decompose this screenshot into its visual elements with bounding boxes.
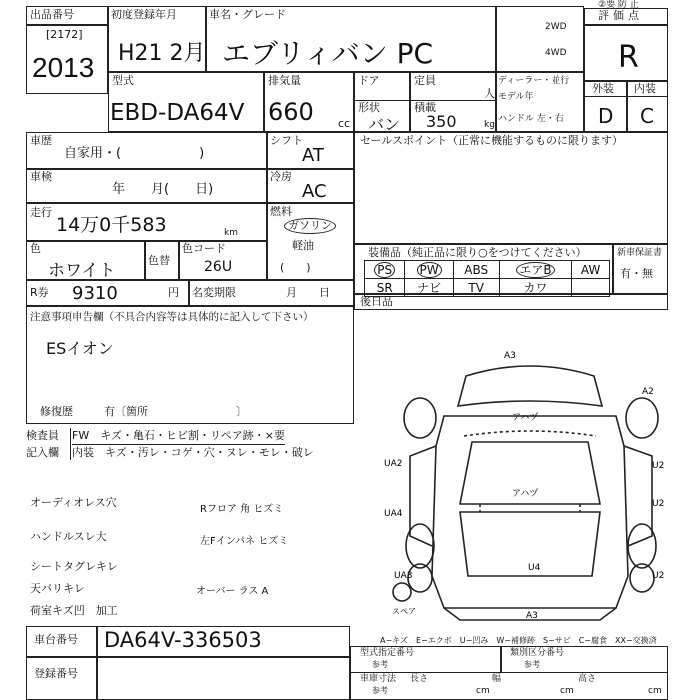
history-label: 車歴 (30, 134, 52, 147)
equipment-table (364, 260, 610, 297)
fuel-paren: ( ) (280, 261, 311, 274)
recycle-value: 9310 (72, 283, 118, 304)
mark-rear-left: UA3 (394, 571, 413, 581)
chassis-value: DA64V-336503 (104, 628, 262, 652)
mark-roof: アハヅ (512, 489, 539, 499)
equip-sr: SR (365, 279, 405, 297)
capacity-unit: 人 (484, 87, 495, 100)
lot-label: 出品番号 (30, 8, 74, 21)
equip-airbag: エアB (499, 261, 572, 279)
mark-spare: スペア (392, 607, 416, 616)
damage-legend: A−キズ E−エクボ U−凹み W−補修跡 S−サビ C−腐食 XX−交換済 (380, 636, 657, 645)
dims-label: 車庫寸法 (360, 674, 397, 684)
equip-aw: AW (572, 261, 610, 279)
ac-value: AC (302, 181, 327, 202)
remark-right-4: オーバー ラス A (196, 586, 269, 597)
equip-navi: ナビ (405, 279, 453, 297)
mark-front-left: A2 (642, 387, 654, 397)
displacement-value: 660 (268, 98, 314, 126)
repair-label: 修復歴 (40, 405, 73, 418)
name-label: 車名・グレード (209, 8, 286, 21)
model-year-label: モデル年 (498, 92, 534, 102)
mark-hood: アハヅ (512, 413, 539, 423)
post-equip-label: 後日品 (360, 295, 393, 308)
remark-right-2: 左Fインパネ ヒズミ (200, 536, 289, 547)
shift-value: AT (302, 145, 324, 166)
name-value: エブリィバン PC (222, 37, 434, 70)
entry-line: 内装 キズ・汚レ・コゲ・穴・ヌレ・モレ・破レ (72, 446, 314, 459)
load-unit: kg (484, 120, 495, 130)
repair-value: 有〔箇所 〕 (104, 405, 247, 418)
remark-5: 荷室キズ凹 加工 (30, 604, 118, 617)
lot-number: [2172] (46, 28, 83, 41)
equip-leather: カワ (499, 279, 572, 297)
displacement-label: 排気量 (268, 74, 301, 87)
post-equip-box (354, 294, 668, 310)
first-reg-value: H21 2月 (118, 41, 206, 66)
capacity-label: 定員 (414, 74, 436, 87)
equip-ps: PS (365, 261, 405, 279)
mark-rear-bottom: A3 (526, 611, 538, 621)
load-value: 350 (426, 112, 457, 131)
mileage-value: 14万0千583 (56, 214, 167, 236)
dims-width: 幅 (492, 674, 502, 684)
reg-label: 登録番号 (34, 667, 78, 680)
mark-rear: U4 (528, 563, 541, 573)
sales-point-box (354, 132, 668, 244)
ext-label: 外装 (592, 82, 614, 95)
displacement-unit: cc (338, 117, 351, 130)
mileage-unit: km (224, 228, 238, 238)
equip-tv: TV (453, 279, 499, 297)
dims-height: 高さ (578, 674, 597, 684)
warranty-value: 有・無 (620, 267, 653, 280)
dealer-label: ディーラー・並行 (498, 76, 570, 86)
eval-value: R (618, 40, 639, 75)
dims-height-unit: cm (648, 686, 662, 696)
dims-width-unit: cm (560, 686, 574, 696)
mark-right2: U2 (652, 499, 665, 509)
color-change-label: 色替 (148, 254, 170, 267)
inspector-line: FW キズ・亀石・ヒビ割・リペア跡・×要 (72, 430, 285, 445)
mark-front: A3 (504, 351, 516, 361)
remark-2: ハンドルスレ大 (30, 530, 107, 543)
int-value: C (640, 104, 654, 128)
fuel-diesel: 軽油 (292, 239, 314, 252)
approval-label: 型式指定番号 (360, 648, 415, 658)
fuel-label: 燃料 (270, 205, 292, 218)
notes-value: ESイオン (46, 339, 114, 358)
inspection-label: 車検 (30, 170, 52, 183)
entry-label: 記入欄 (26, 446, 59, 459)
mark-rear-right: U2 (652, 571, 665, 581)
handle-label: ハンドル 左・右 (498, 114, 564, 124)
model-label: 型式 (112, 74, 134, 87)
equip-abs: ABS (453, 261, 499, 279)
sales-point-label: セールスポイント（正常に機能するものに限ります） (360, 134, 624, 147)
dims-ref: 参考 (372, 686, 388, 695)
remark-1: オーディオレス穴 (30, 496, 117, 509)
category-ref: 参考 (524, 660, 540, 669)
remark-3: シートタグレキレ (30, 560, 118, 573)
first-reg-label: 初度登録年月 (111, 8, 177, 21)
recycle-unit: 円 (168, 286, 179, 299)
ext-value: D (598, 104, 614, 128)
inspector-label: 検査員 (26, 429, 59, 442)
ac-label: 冷房 (270, 170, 292, 183)
color-code-value: 26U (204, 259, 233, 275)
remark-4: 天バリキレ (30, 582, 85, 595)
approval-ref: 参考 (372, 660, 388, 669)
mark-left1: UA2 (384, 459, 403, 469)
load-label: 積載 (414, 101, 436, 114)
shift-label: シフト (270, 134, 303, 147)
int-label: 内装 (634, 82, 656, 95)
dims-length: 長さ (410, 674, 429, 684)
year-value: 2013 (32, 52, 95, 83)
inspection-value: 年 月( 日) (112, 182, 214, 197)
fuel-gas: ガソリン (284, 218, 336, 234)
drive-box (496, 6, 584, 72)
shape-value: バン (368, 115, 401, 134)
mark-right1: U2 (652, 461, 665, 471)
eval-label: 評価点 (598, 9, 643, 22)
chassis-label: 車台番号 (34, 633, 78, 646)
drive-4wd: 4WD (545, 48, 567, 58)
category-label: 類別区分番号 (510, 648, 565, 658)
title-period-label: 名変期限 (192, 286, 236, 299)
mileage-label: 走行 (30, 206, 52, 219)
title-period-value: 月 日 (286, 286, 330, 299)
warranty-label: 新車保証書 (617, 248, 663, 258)
mark-left2: UA4 (384, 509, 403, 519)
history-value: 自家用・( ) (64, 146, 205, 161)
remark-right-1: Rフロア 角 ヒズミ (200, 504, 284, 515)
drive-2wd: 2WD (545, 22, 567, 32)
color-value: ホワイト (48, 261, 116, 281)
dims-length-unit: cm (476, 686, 490, 696)
car-diagram (380, 346, 680, 630)
top-right-note: ②要 防 止 (598, 0, 639, 10)
shape-label: 形状 (358, 101, 380, 114)
equip-pw: PW (405, 261, 453, 279)
recycle-label: R券 (30, 286, 49, 299)
equipment-label: 装備品（純正品に限り○をつけてください） (368, 246, 587, 259)
door-label: ドア (358, 74, 380, 87)
notes-label: 注意事項申告欄（不具合内容等は具体的に記入して下さい） (30, 311, 314, 323)
color-code-label: 色コード (182, 242, 226, 255)
model-value: EBD-DA64V (110, 100, 245, 126)
color-label: 色 (30, 242, 41, 255)
